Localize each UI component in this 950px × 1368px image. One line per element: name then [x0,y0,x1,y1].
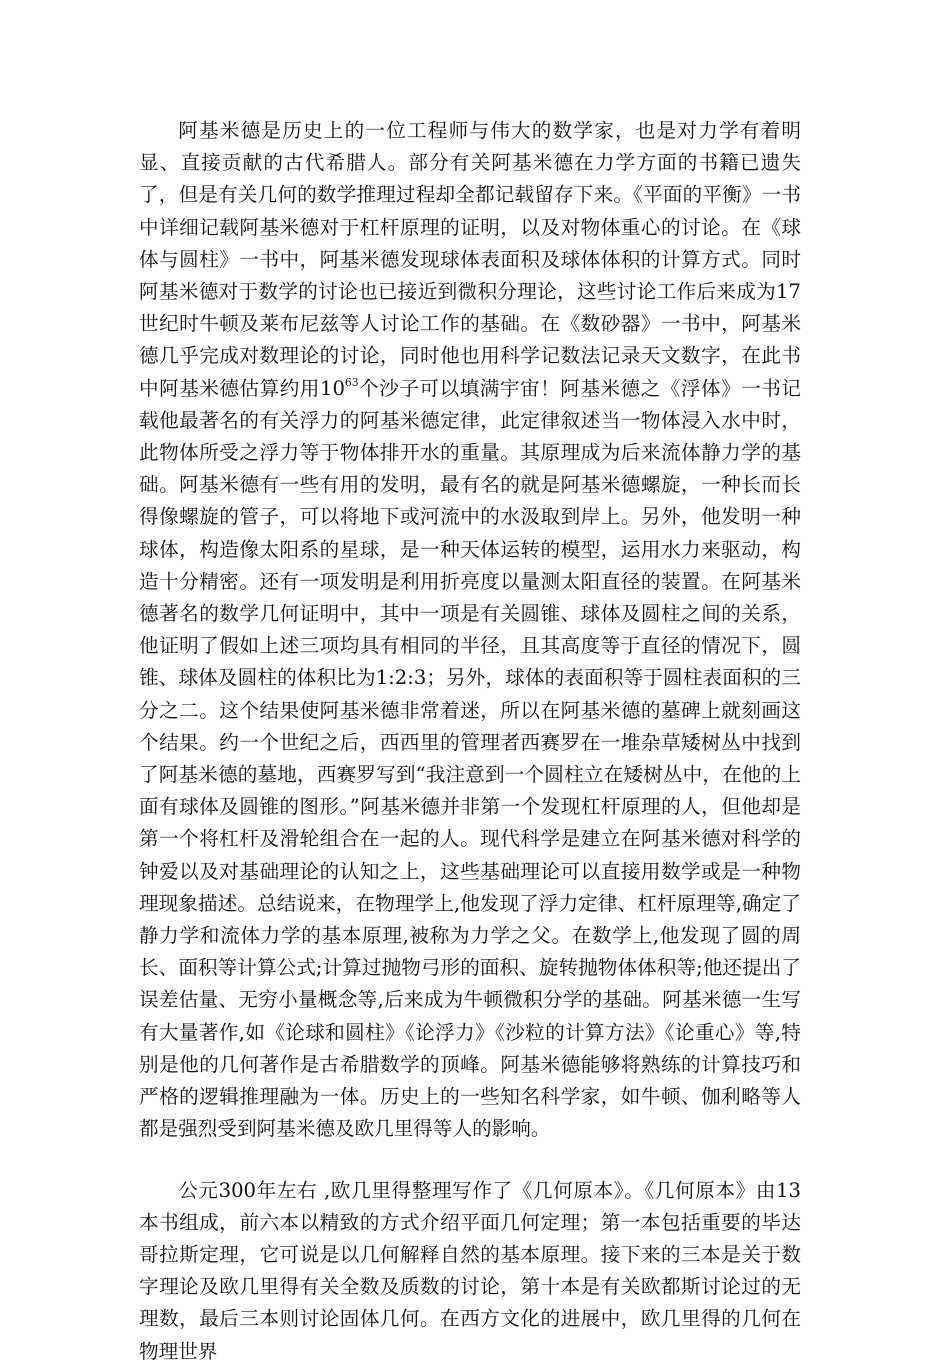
paragraph-archimedes-text-before-exponent: 阿基米德是历史上的一位工程师与伟大的数学家，也是对力学有着明显、直接贡献的古代希腊人。部分有关阿基米德在力学方面的书籍已遗失了，但是有关几何的数学推理过程却全都记载留存下来。《平面的平衡》一书中详细记载阿基米德对于杠杆原理的证明，以及对物体重心的讨论。在《球体与圆柱》一书中，阿基米德发现球体表面积及球体体积的计算方式。同时阿基米德对于数学的讨论也已接近到微积分理论，这些讨论工作后来成为17世纪时牛顿及莱布尼兹等人讨论工作的基础。在《数砂器》一书中，阿基米德几乎完成对数理论的讨论，同时他也用科学记数法记录天文数字，在此书中阿基米德估算约用10 [139,119,801,400]
paragraph-euclid: 公元300年左右 ,欧几里得整理写作了《几何原本》。《几何原本》由13本书组成，前六本以精致的方式介绍平面几何定理；第一本包括重要的毕达哥拉斯定理，它可说是以几何解释自然的基本原理。接下来的三本是关于数字理论及欧几里得有关全数及质数的讨论，第十本是有关欧都斯讨论过的无理数，最后三本则讨论固体几何。在西方文化的进展中，欧几里得的几何在物理世界 [139,1178,801,1363]
paragraph-archimedes-text-after-exponent: 个沙子可以填满宇宙！阿基米德之《浮体》一书记载他最著名的有关浮力的阿基米德定律，此定律叙述当一物体浸入水中时，此物体所受之浮力等于物体排开水的重量。其原理成为后来流体静力学的基础。阿基米德有一些有用的发明，最有名的就是阿基米德螺旋，一种长而长得像螺旋的管子，可以将地下或河流中的水汲取到岸上。另外，他发明一种球体，构造像太阳系的星球，是一种天体运转的模型，运用水力来驱动，构造十分精密。还有一项发明是利用折亮度以量测太阳直径的装置。在阿基米德著名的数学几何证明中，其中一项是有关圆锥、球体及圆柱之间的关系，他证明了假如上述三项均具有相同的半径，且其高度等于直径的情况下，圆锥、球体及圆柱的体积比为1:2:3；另外，球体的表面积等于圆柱表面积的三分之二。这个结果使阿基米德非常着迷，所以在阿基米德的墓碑上就刻画这个结果。约一个世纪之后，西西里的管理者西赛罗在一堆杂草矮树丛中找到了阿基米德的墓地，西赛罗写到“我注意到一个圆柱立在矮树丛中，在他的上面有球体及圆锥的图形。”阿基米德并非第一个发现杠杆原理的人，但他却是第一个将杠杆及滑轮组合在一起的人。现代科学是建立在阿基米德对科学的钟爱以及对基础理论的认知之上，这些基础理论可以直接用数学或是一种物理现象描述。总结说来，在物理学上,他发现了浮力定律、杠杆原理等,确定了静力学和流体力学的基本原理,被称为力学之父。在数学上,他发现了圆的周长、面积等计算公式;计算过抛物弓形的面积、旋转抛物体体积等;他还提出了误差估量、无穷小量概念等,后来成为牛顿微积分学的基础。阿基米德一生写有大量著作,如《论球和圆柱》《论浮力》《沙粒的计算方法》《论重心》等,特别是他的几何著作是古希腊数学的顶峰。阿基米德能够将熟练的计算技巧和严格的逻辑推理融为一体。历史上的一些知名科学家，如牛顿、伽利略等人都是强烈受到阿基米德及欧几里得等人的影响。 [139,376,802,1141]
exponent-superscript: 63 [344,375,359,389]
paragraph-archimedes [139,115,801,1146]
document-page [139,115,801,1368]
